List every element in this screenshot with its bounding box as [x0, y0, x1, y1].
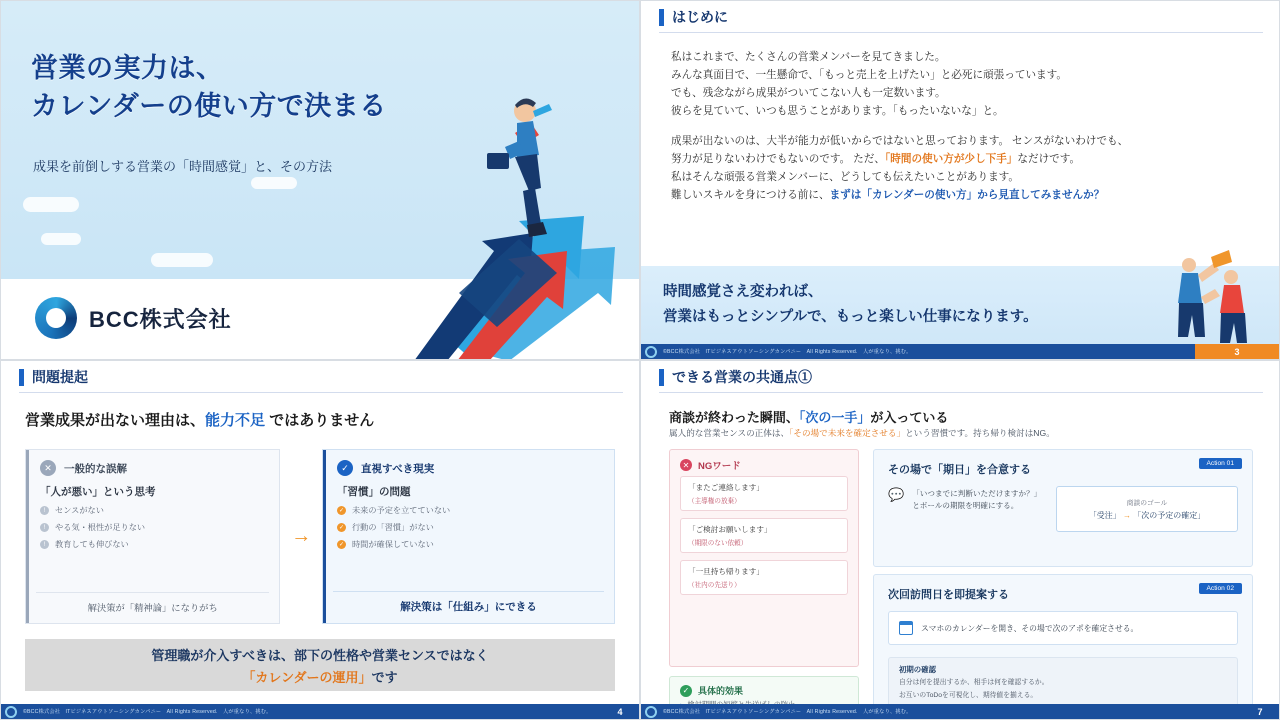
list-item	[337, 522, 602, 533]
note-line-2: お互いのToDoを可視化し、期待値を揃える。	[899, 692, 1038, 700]
list-item-label: センスがない	[55, 506, 104, 515]
card-header	[26, 450, 279, 482]
header-title: はじめに	[672, 9, 728, 25]
header-accent-bar	[19, 369, 24, 386]
list-item	[680, 476, 848, 511]
intro-paragraph: 彼らを見ていて、いつも思うことがあります。「もったいないな」と。	[671, 105, 1004, 118]
bullet-icon: ✓	[338, 542, 344, 548]
header-title: 問題提起	[32, 369, 88, 385]
cloud-icon	[41, 233, 81, 245]
list-item	[40, 522, 267, 533]
ng-item-text: 「一旦持ち帰ります」	[688, 567, 764, 576]
closing-line-2: 営業はもっとシンプルで、もっと楽しい仕事になります。	[663, 309, 1038, 326]
lead-highlight: 「次の一手」	[798, 410, 871, 425]
list-item	[40, 539, 267, 550]
ng-circle-icon: ✕	[680, 459, 692, 471]
card-footer: 解決策は「仕組み」にできる	[333, 591, 604, 614]
lead-post: ではありません	[265, 412, 375, 429]
closing-line-1: 時間感覚さえ変われば、	[663, 284, 823, 300]
slide-header	[641, 361, 1279, 393]
lead-pre: 商談が終わった瞬間、	[669, 410, 799, 425]
header-accent-bar	[659, 369, 664, 386]
slide-problem-statement	[0, 360, 640, 720]
page-subtitle: 成果を前倒しする営業の「時間感覚」と、その方法	[33, 159, 333, 174]
intro-paragraph: 私はそんな頑張る営業メンバーに、どうしても伝えたいことがあります。	[671, 170, 1020, 183]
footer-text: ©BCC株式会社 ITビジネスアウトソーシングカンパニー All Rights Reserved. 人が重なり、挑む。	[663, 709, 912, 715]
ng-item-note: （主導権の放棄）	[688, 498, 741, 505]
action-02-panel	[873, 574, 1253, 720]
footer-logo-icon	[5, 706, 17, 718]
bullet-icon: !	[40, 523, 49, 532]
intro-paragraph-highlight	[671, 187, 1259, 204]
close-x-icon: ✕	[40, 460, 56, 476]
card-title: 一般的な誤解	[64, 462, 127, 475]
page-number: 7	[1257, 706, 1263, 717]
conclusion-line-2	[242, 667, 397, 686]
note-line-1: 自分は何を提出するか、相手は何を確認するか。	[899, 679, 1049, 686]
arrow-right-icon: →	[1123, 511, 1131, 520]
slide-introduction	[640, 0, 1280, 360]
bullet-icon: !	[40, 540, 49, 549]
lead-statement	[669, 407, 948, 426]
bullet-icon: ✓	[338, 525, 344, 531]
intro-paragraph: でも、残念ながら成果がついてこない人も一定数います。	[671, 87, 946, 100]
cloud-icon	[151, 253, 213, 267]
sublead-highlight: 「その場で未来を確定させる」	[789, 428, 906, 438]
card-reality	[322, 449, 615, 624]
list-item	[680, 518, 848, 553]
list-item-label: 教育しても伸びない	[55, 540, 129, 549]
text-pre: 難しいスキルを身につける前に、	[671, 189, 830, 202]
header-accent-bar	[659, 9, 664, 26]
sublead-pre: 属人的な営業センスの正体は、	[669, 428, 790, 438]
intro-paragraph: 私はこれまで、たくさんの営業メンバーを見てきました。	[671, 51, 946, 63]
lead-post: が入っている	[870, 410, 949, 425]
check-circle-icon: ✓	[680, 685, 692, 697]
intro-body	[671, 49, 1259, 205]
footer-text: ©BCC株式会社 ITビジネスアウトソーシングカンパニー All Rights Reserved. 人が重なり、挑む。	[663, 349, 912, 355]
bcc-swirl-logo-icon	[35, 297, 77, 339]
ng-item-note: （社内の先送り）	[688, 582, 741, 589]
text-pre: 努力が足りないわけでもないのです。 ただ、	[671, 152, 885, 165]
lead-highlight: 能力不足	[205, 412, 266, 429]
sublead-post: という習慣です。持ち帰り検討はNG。	[905, 428, 1055, 438]
list-item-label: 行動の「習慣」がない	[351, 523, 434, 532]
card-header	[323, 450, 614, 482]
goal-to: 「次の予定の確定」	[1133, 511, 1206, 520]
action-body	[888, 488, 1041, 512]
title-line-2: カレンダーの使い方で決まる	[31, 91, 387, 122]
footer-logo-icon	[645, 346, 657, 358]
company-logo	[35, 297, 232, 339]
note-title: 初期の確認	[899, 665, 936, 674]
intro-paragraph-highlight	[671, 151, 1259, 168]
slide-footer	[1, 704, 639, 719]
goal-from: 「受注」	[1088, 511, 1121, 520]
list-item-label: 未来の予定を立てていない	[351, 506, 451, 515]
cloud-icon	[23, 197, 79, 212]
speech-bubble-icon: 💬	[888, 487, 905, 502]
slide-footer	[641, 344, 1279, 359]
sub-statement	[669, 427, 1055, 439]
page-title	[31, 49, 387, 126]
action-badge: Action 02	[1199, 583, 1243, 594]
comparison-panels	[25, 449, 615, 624]
bullet-icon: !	[40, 506, 49, 515]
header-rule	[19, 392, 623, 393]
page-number-badge	[601, 704, 639, 719]
header-rule	[659, 392, 1263, 393]
card-stripe	[323, 450, 326, 623]
action-body-line-1: 「いつまでに判断いただけますか？」	[912, 489, 1042, 498]
calendar-icon	[899, 622, 913, 635]
conclusion-box	[25, 639, 615, 691]
panel-header	[670, 450, 858, 476]
note-box	[888, 657, 1238, 709]
check-icon: ✓	[337, 460, 353, 476]
panel-title: 具体的効果	[698, 686, 744, 696]
slide-footer	[641, 704, 1279, 719]
list-item	[337, 539, 602, 550]
conclusion-line-1: 管理職が介入すべきは、部下の性格や営業センスではなく	[151, 647, 489, 663]
goal-box	[1056, 486, 1238, 532]
conclusion-highlight: 「カレンダーの運用」	[242, 669, 372, 685]
card-list	[323, 505, 614, 550]
company-name: BCC株式会社	[89, 306, 232, 332]
list-item	[680, 560, 848, 595]
card-list	[26, 505, 279, 550]
lead-pre: 営業成果が出ない理由は、	[25, 412, 206, 429]
action-badge: Action 01	[1199, 458, 1243, 469]
arrow-right-icon: →	[291, 525, 312, 547]
highlight-blue: まずは「カレンダーの使い方」から見直してみませんか？	[829, 189, 1105, 202]
card-subtitle: 「人が悪い」という思考	[40, 486, 156, 498]
panel-title: NGワード	[698, 461, 741, 472]
ng-word-panel	[669, 449, 859, 667]
list-item	[40, 505, 267, 516]
text-post: なだけです。	[1017, 152, 1081, 165]
card-footer: 解決策が「精神論」になりがち	[36, 592, 269, 614]
action-title: 次回訪問日を即提案する	[888, 589, 1009, 601]
slide-header	[1, 361, 639, 393]
page-number: 3	[1234, 346, 1240, 357]
conclusion-tail: です	[371, 669, 398, 685]
list-item-label: やる気・根性が足りない	[55, 523, 146, 532]
people-megaphone-illustration	[1145, 249, 1265, 344]
action-body	[888, 611, 1238, 645]
header-rule	[659, 32, 1263, 33]
ng-item-text: 「またご連絡します」	[688, 483, 764, 492]
footer-logo-icon	[645, 706, 657, 718]
goal-label: 商談のゴール	[1126, 500, 1168, 507]
slide-title	[0, 0, 640, 360]
closing-text	[663, 280, 1038, 331]
lead-statement	[25, 409, 374, 430]
action-01-panel	[873, 449, 1253, 567]
goal-value	[1089, 510, 1205, 521]
slide-header	[641, 1, 1279, 33]
panel-header	[670, 677, 858, 700]
bullet-icon: ✓	[338, 508, 344, 514]
closing-banner	[641, 266, 1279, 344]
page-number-badge	[1195, 344, 1279, 359]
list-item-label: 時間が確保していない	[351, 540, 434, 549]
card-subtitle: 「習慣」の問題	[336, 486, 411, 498]
list-item	[337, 505, 602, 516]
header-title: できる営業の共通点①	[672, 369, 812, 385]
card-misconception	[25, 449, 280, 624]
intro-paragraph: 成果が出ないのは、大半が能力が低いからではないと思っております。 センスがないわけでも、	[671, 134, 1129, 147]
page-number: 4	[617, 706, 623, 717]
page-number-badge	[1241, 704, 1279, 719]
ng-item-note: （期限のない依頼）	[688, 540, 748, 547]
card-stripe	[26, 450, 29, 623]
intro-paragraph: みんな真面目で、一生懸命で、「もっと売上を上げたい」と必死に頑張っています。	[671, 69, 1067, 82]
ng-item-text: 「ご検討お願いします」	[688, 525, 772, 534]
action-body-text	[912, 488, 1041, 512]
action-title: その場で「期日」を合意する	[888, 464, 1031, 476]
highlight-orange: 「時間の使い方が少し下手」	[884, 152, 1018, 165]
action-body-line-2: とボールの期限を明確にする。	[912, 500, 1019, 510]
slide-common-points	[640, 360, 1280, 720]
card-title: 直視すべき現実	[360, 462, 435, 475]
action-body-text: スマホのカレンダーを開き、その場で次のアポを確定させる。	[921, 623, 1139, 633]
footer-text: ©BCC株式会社 ITビジネスアウトソーシングカンパニー All Rights Reserved. 人が重なり、挑む。	[23, 709, 272, 715]
title-line-1: 営業の実力は、	[31, 53, 224, 83]
cloud-icon	[251, 177, 297, 189]
